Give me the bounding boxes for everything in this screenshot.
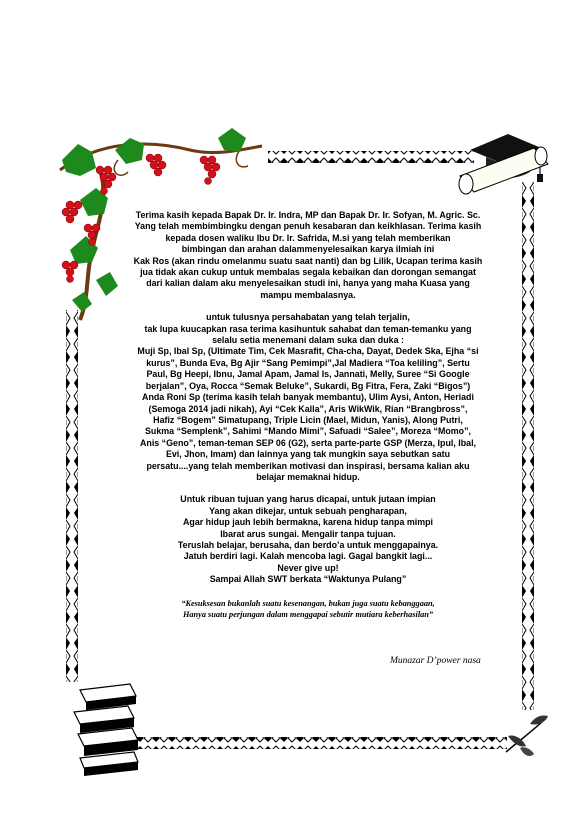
chain-border-left — [66, 310, 78, 682]
text-line: Jatuh berdiri lagi. Kalah mencoba lagi. Gagal bangkit lagi... — [183, 551, 433, 562]
chain-border-bottom — [135, 737, 507, 749]
text-line: mampu membalasnya. — [260, 289, 356, 300]
text-line: (Semoga 2014 jadi nikah), Ayi “Cek Kalla”, Aris WikWik, Rian “Brangbross”, — [148, 403, 468, 414]
text-line: Agar hidup jauh lebih bermakna, karena hidup tanpa mimpi — [182, 517, 434, 528]
author-signature: Munazar D’power nasa — [390, 656, 481, 666]
text-line: Ibarat arus sungai. Mengalir tanpa tujuan. — [220, 528, 396, 539]
text-line: Terima kasih kepada Bapak Dr. Ir. Indra, MP dan Bapak Dr. Ir. Sofyan, M. Agric. Sc. — [135, 210, 481, 220]
text-line: Kak Ros (akan rindu omelanmu suatu saat nanti) dan bg Lilik, Ucapan terima kasih — [133, 255, 483, 266]
text-line: dari kalian dalam aku menyelesaikan studi ini, hanya yang maha Kuasa yang — [146, 278, 470, 289]
text-line: Anda Roni Sp (terima kasih telah banyak membantu), Ulim Aysi, Anton, Heriadi — [142, 392, 474, 403]
text-line: Muji Sp, Ibal Sp, (Ultimate Tim, Cek Masrafit, Cha-cha, Dayat, Dedek Ska, Ejha “si — [137, 346, 479, 357]
paragraph-thanks-supervisors — [108, 210, 508, 301]
book-stack-icon — [74, 684, 138, 776]
text-line: Sukma “Semplenk”, Sahimi “Mando Mimi”, Safuadi “Salee”, Moreza “Momo”, — [145, 426, 471, 437]
text-line: Sampai Allah SWT berkata “Waktunya Pulang” — [209, 574, 407, 585]
text-line: Paul, Bg Heepi, Ibnu, Jamal Apam, Jamal Is, Jannati, Melly, Suree “Si Google — [146, 369, 470, 380]
text-line: Yang akan dikejar, untuk sebuah pengharapan, — [209, 505, 407, 516]
text-line: Anis “Geno”, teman-teman SEP 06 (G2), serta parte-parte GSP (Merza, Ipul, Ibal, — [139, 437, 477, 448]
text-line: kurus”, Bunda Eva, Bg Ajir “Sang Pemimpi”,Jal Madiera “Toa keliling”, Sertu — [146, 357, 470, 368]
text-line: bimbingan dan arahan dalammenyelesaikan karya ilmiah ini — [181, 244, 435, 255]
text-line: selalu setia menemani dalam suka dan duka : — [212, 335, 404, 346]
text-line: tak lupa kuucapkan rasa terima kasihuntuk sahabat dan teman-temanku yang — [144, 323, 472, 334]
text-line: kepada dosen waliku Ibu Dr. Ir. Safrida, M.si yang telah memberikan — [165, 232, 451, 243]
text-line: belajar memaknai hidup. — [256, 471, 360, 482]
text-line: Teruslah belajar, berusaha, dan berdo’a untuk menggapainya. — [177, 539, 439, 550]
closing-quote — [108, 598, 508, 620]
leaf-sprig-icon — [506, 715, 548, 756]
text-line: Hafiz “Bogem” Simatupang, Triple Licin (Mael, Midun, Yanis), Along Putri, — [153, 414, 463, 425]
text-line: berjalan”, Oya, Rocca “Semak Beluke”, Sukardi, Bg Fitra, Fera, Zaki “Bigos”) — [145, 380, 471, 391]
text-line: jua tidak akan cukup untuk membalas segala kebaikan dan dorongan semangat — [140, 267, 476, 278]
paragraph-motivation — [108, 494, 508, 585]
chain-border-top — [268, 151, 474, 163]
paragraph-thanks-friends — [108, 312, 508, 483]
chain-border-right — [522, 182, 534, 710]
text-line: persatu....yang telah memberikan motivasi dan inspirasi, bersama kalian aku — [146, 460, 470, 471]
text-line: Evi, Jhon, Imam) dan lainnya yang tak mungkin saya sebutkan satu — [165, 449, 451, 460]
text-line: Untuk ribuan tujuan yang harus dicapai, untuk jutaan impian — [180, 494, 436, 505]
text-line: untuk tulusnya persahabatan yang telah terjalin, — [206, 312, 410, 323]
quote-line: Hanya suatu perjungan dalam menggapai sebutir mutiara keberhasilan” — [182, 609, 434, 619]
acknowledgment-body — [108, 210, 508, 620]
text-line: Never give up! — [277, 562, 339, 573]
text-line: Yang telah membimbingku dengan penuh kesabaran dan keikhlasan. Terima kasih — [134, 221, 482, 232]
quote-line: “Kesuksesan bukanlah suatu kesenangan, bukan juga suatu kebanggaan, — [181, 598, 435, 608]
